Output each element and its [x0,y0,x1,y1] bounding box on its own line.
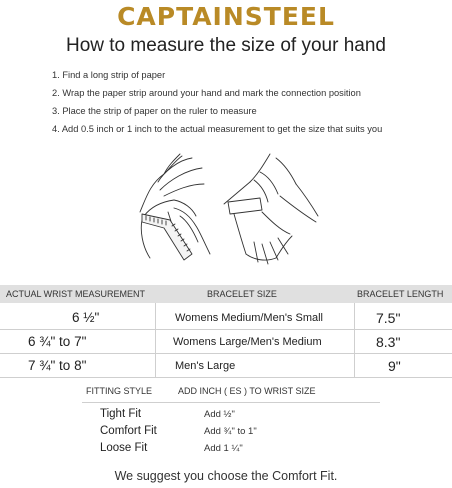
header-fitting-style: FITTING STYLE [86,386,153,396]
fitting-header [82,380,380,402]
size-cell: Men's Large [175,360,236,372]
fit-style: Tight Fit [100,408,142,420]
size-cell: Womens Large/Men's Medium [173,336,322,348]
list-item [0,407,452,422]
fitting-divider [82,402,380,403]
step-4: 4. Add 0.5 inch or 1 inch to the actual measurement to get the size that suits you [52,124,383,134]
wrist-cell: 7 ¾" to 8" [28,358,87,373]
hand-measuring-illustration [130,150,322,268]
header-add-inches: ADD INCH ( ES ) TO WRIST SIZE [178,386,316,396]
table-divider [0,377,452,378]
length-cell: 7.5" [376,310,401,326]
table-row [0,355,452,377]
size-table-header [0,285,452,303]
table-row [0,307,452,329]
fit-style: Loose Fit [100,442,148,454]
size-cell: Womens Medium/Men's Small [175,312,323,324]
wrist-cell: 6 ¾" to 7" [28,334,87,349]
page-title: How to measure the size of your hand [65,35,386,56]
wrist-cell: 6 ½" [72,310,100,325]
step-1: 1. Find a long strip of paper [52,70,166,80]
table-divider [354,303,355,377]
fit-style: Comfort Fit [100,425,157,437]
step-3: 3. Place the strip of paper on the ruler to measure [52,106,257,116]
header-size: BRACELET SIZE [207,289,277,299]
list-item [0,441,452,456]
brand-logo: CAPTAINSTEEL [117,2,335,31]
header-length: BRACELET LENGTH [357,289,444,299]
fit-add: Add 1 ¼" [204,443,243,454]
fit-add: Add ½" [204,409,235,420]
list-item [0,424,452,439]
instruction-steps [52,66,442,138]
length-cell: 9" [388,358,401,374]
step-2: 2. Wrap the paper strip around your hand and mark the connection position [52,88,361,98]
table-row [0,331,452,353]
table-divider [155,303,156,377]
table-divider [0,329,452,330]
fit-add: Add ¾" to 1" [204,426,257,437]
length-cell: 8.3" [376,334,401,350]
table-divider [0,353,452,354]
header-wrist: ACTUAL WRIST MEASUREMENT [6,289,146,299]
suggestion-text: We suggest you choose the Comfort Fit. [114,469,338,483]
